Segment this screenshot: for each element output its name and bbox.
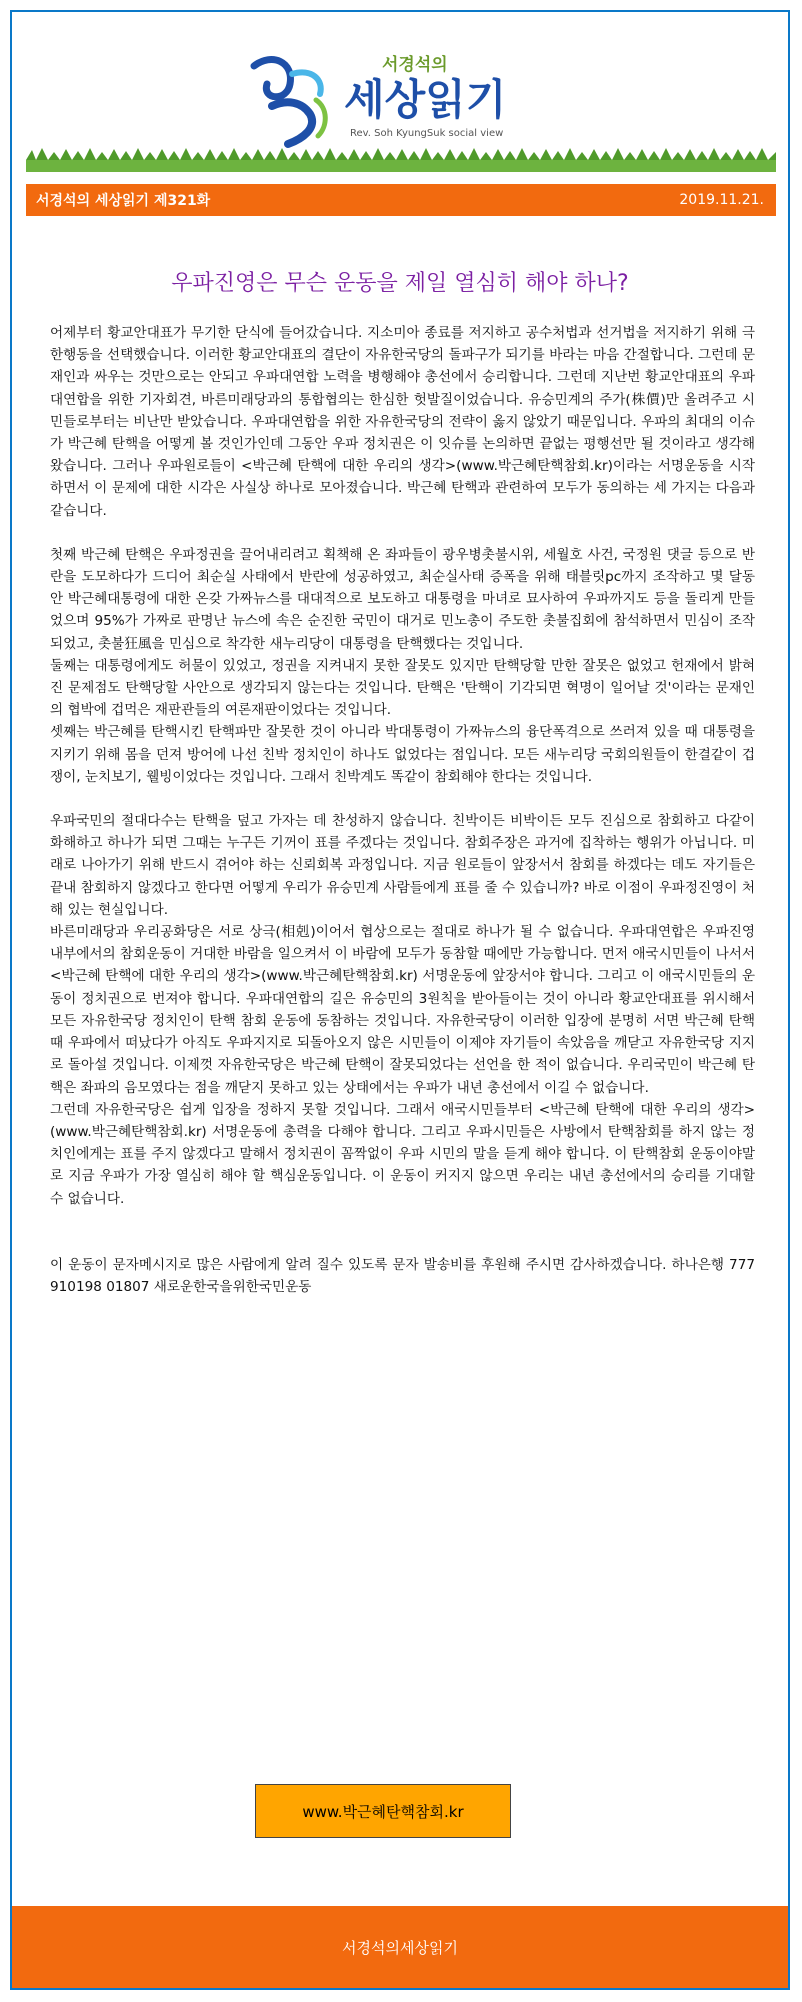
logo-sub-text: Rev. Soh KyungSuk social view [350,128,504,139]
article-body [50,322,755,1298]
paragraph: 둘째는 대통령에게도 허물이 있었고, 정권을 지켜내지 못한 잘못도 있지만 탄핵당할 만한 잘못은 없었고 헌재에서 밝혀진 문제점도 탄핵당할 사안으로 생각되지 않는다는 것입니다. 탄핵은 '탄핵이 기각되면 혁명이 일어날 것'이라는 문재인의 협박에 겁먹은 재판관들의 여론재판이었다는 것입니다. [50,657,755,719]
logo-big-text: 세상읽기 [344,75,507,124]
paragraph-gap [50,1232,755,1254]
paragraph: 첫째 박근혜 탄핵은 우파정권을 끌어내리려고 획책해 온 좌파들이 광우병촛불시위, 세월호 사건, 국정원 댓글 등으로 반란을 도모하다가 드디어 최순실 사태에서 반란에 성공하였고, 최순실사태 증폭을 위해 태블릿pc까지 조작하고 몇 달동안 박근혜대통령에 대한 온갖 가짜뉴스를 대대적으로 보도하고 대통령을 마녀로 묘사하여 우파까지도 등을 돌리게 만들었으며 95%가 가짜로 판명난 뉴스에 속은 순진한 국민이 대거로 민노총이 주도한 촛불집회에 참석하면서 민심이 조작되었고, 촛불狂風을 민심으로 착각한 새누리당이 대통령을 탄핵했다는 것입니다. [50,546,755,652]
campaign-link-button[interactable]: www.박근혜탄핵참회.kr [255,1784,511,1838]
issue-label: 서경석의 세상읽기 제321화 [36,193,211,209]
issue-bar [26,184,776,216]
newsletter-frame [10,10,790,1990]
grass-divider [26,146,776,172]
footer-label: 서경석의세상읽기 [342,1938,458,1957]
paragraph: 그런데 자유한국당은 쉽게 입장을 정하지 못할 것입니다. 그래서 애국시민들부터 <박근혜 탄핵에 대한 우리의 생각>(www.박근혜탄핵참회.kr) 서명운동에 총력을 다해야 합니다. 그리고 우파시민들은 사방에서 탄핵참회를 하지 않는 정치인에게는 표를 주지 않겠다고 말해서 정치권이 꼼짝없이 우파 시민의 말을 듣게 해야 합니다. 이 탄핵참회 운동이야말로 지금 우파가 가장 열심히 해야 할 핵심운동입니다. 이 운동이 커지지 않으면 우리는 내년 총선에서의 승리를 기대할 수 없습니다. [50,1101,755,1207]
footer [12,1906,788,1988]
paragraph-gap [50,1210,755,1232]
paragraph: 어제부터 황교안대표가 무기한 단식에 들어갔습니다. 지소미아 종료를 저지하고 공수처법과 선거법을 저지하기 위해 극한행동을 선택했습니다. 이러한 황교안대표의 결단이 자유한국당의 돌파구가 되기를 바라는 마음 간절합니다. 그런데 문재인과 싸우는 것만으로는 안되고 우파대연합 노력을 병행해야 총선에서 승리합니다. 그런데 지난번 황교안대표의 우파대연합을 위한 기자회견, 바른미래당과의 통합협의는 한심한 헛발질이었습니다. 유승민계의 주가(株價)만 올려주고 시민들로부터는 비난만 받았습니다. 우파대연합을 위한 자유한국당의 전략이 옳지 않았기 때문입니다. 우파의 최대의 이슈가 박근혜 탄핵을 어떻게 볼 것인가인데 그동안 우파 정치권은 이 잇슈를 논의하면 끝없는 평행선만 될 것이라고 생각해 왔습니다. 그러나 우파원로들이 <박근혜 탄핵에 대한 우리의 생각>(www.박근혜탄핵참회.kr)이라는 서명운동을 시작하면서 이 문제에 대한 시각은 사실상 하나로 모아졌습니다. 박근혜 탄핵과 관련하여 모두가 동의하는 세 가지는 다음과 같습니다. [50,325,755,519]
donation-note: 이 운동이 문자메시지로 많은 사람에게 알려 질수 있도록 문자 발송비를 후원해 주시면 감사하겠습니다. 하나은행 777 910198 01807 새로운한국을위한국민운동 [50,1256,755,1295]
logo-swirl-icon [254,60,290,97]
header [12,12,788,167]
paragraph: 바른미래당과 우리공화당은 서로 상극(相剋)이어서 협상으로는 절대로 하나가 될 수 없습니다. 우파대연합은 우파진영내부에서의 참회운동이 거대한 바람을 일으켜서 이 바람에 모두가 동참할 때에만 가능합니다. 먼저 애국시민들이 나서서 <박근혜 탄핵에 대한 우리의 생각>(www.박근혜탄핵참회.kr) 서명운동에 앞장서야 합니다. 그리고 이 애국시민들의 운동이 정치권으로 번져야 합니다. 우파대연합의 길은 유승민의 3원칙을 받아들이는 것이 아니라 황교안대표를 위시해서 모든 자유한국당 정치인이 탄핵 참회 운동에 동참하는 것입니다. 자유한국당이 이러한 입장에 분명히 서면 박근혜 탄핵 때 우파에서 떠났다가 아직도 우파지지로 되돌아오지 않은 시민들이 이제야 자기들이 속았음을 깨닫고 자유한국당 지지로 돌아설 것입니다. 이제껏 자유한국당은 박근혜 탄핵이 잘못되었다는 선언을 한 적이 없습니다. 우리국민이 박근혜 탄핵은 좌파의 음모였다는 점을 깨닫지 못하고 있는 상태에서는 우파가 내년 총선에서 이길 수 없습니다. [50,924,755,1096]
paragraph-gap [50,522,755,544]
issue-date: 2019.11.21. [679,192,764,208]
paragraph: 우파국민의 절대다수는 탄핵을 덮고 가자는 데 찬성하지 않습니다. 친박이든 비박이든 모두 진심으로 참회하고 다같이 화해하고 하나가 되면 그때는 누구든 기꺼이 표를 주겠다는 것입니다. 참회주장은 과거에 집착하는 행위가 아닙니다. 미래로 나아가기 위해 반드시 겪어야 하는 신뢰회복 과정입니다. 지금 원로들이 앞장서서 참회를 하겠다는 데도 자기들은 끝내 참회하지 않겠다고 한다면 어떻게 우리가 유승민계 사람들에게 표를 줄 수 있습니까? 바로 이점이 우파정진영이 처해 있는 현실입니다. [50,813,755,918]
paragraph-gap [50,788,755,810]
logo [232,44,592,154]
paragraph: 셋째는 박근혜를 탄핵시킨 탄핵파만 잘못한 것이 아니라 박대통령이 가짜뉴스의 융단폭격으로 쓰러져 있을 때 대통령을 지키기 위해 몸을 던져 방어에 나선 친박 정치인이 하나도 없었다는 점입니다. 모든 새누리당 국회의원들이 한결같이 겁쟁이, 눈치보기, 웰빙이었다는 것입니다. 그래서 친박계도 똑같이 참회해야 한다는 것입니다. [50,724,755,785]
logo-small-text: 서경석의 [382,55,448,75]
article-title: 우파진영은 무슨 운동을 제일 열심히 해야 하나? [171,271,629,296]
